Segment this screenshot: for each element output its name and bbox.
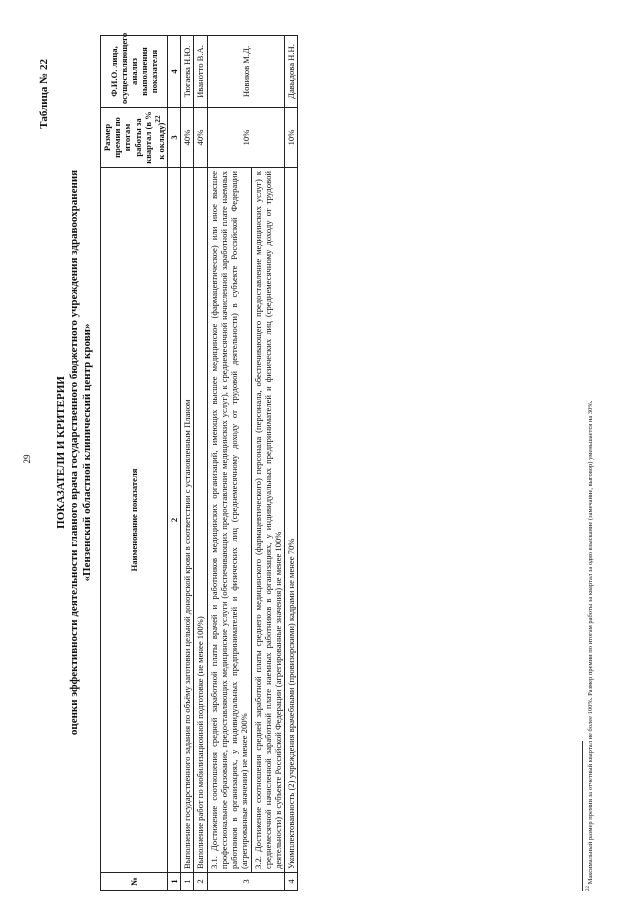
table-row — [207, 36, 251, 891]
row-number: 1 — [181, 873, 194, 891]
criteria-table — [100, 32, 298, 891]
header-bonus-text: Размер премии по итогам работы за квартал (в % к окладу) — [102, 111, 166, 164]
page-number: 29 — [22, 454, 32, 464]
bonus-value: 10% — [285, 108, 298, 168]
header-name: Наименование показателя — [101, 168, 168, 873]
bonus-value: 10% — [207, 108, 284, 168]
col-number-3: 3 — [168, 108, 181, 168]
header-person: Ф.И.О. лица, осуществляющего анализ выполнения показателя — [101, 36, 168, 108]
indicator-name-sub2: 3.2. Достижение соотношения средней заработной платы среднего медицинского (фармацевтического) персонала (персонала, обеспечивающего предоставление медицинских услуг) к среднемесячной начисленной заработной плате наемных работников в организациях, у индивидуальных предпринимателей и физических лиц (среднемесячному доходу от трудовой деятельности) в субъекте Российской Федерации (агрегированные значения) не менее 100% — [251, 168, 285, 873]
footnote-text: Максимальный размер премии за отчетный квартал не более 100%. Размер премии по итогам работы за квартал за одно взыскание (замечание, выговор) уменьшается на 30%. — [587, 400, 595, 885]
bonus-value: 40% — [181, 108, 194, 168]
indicator-name: Укомплектованность (2) учреждения врачебными (провизорскими) кадрами не менее 70% — [285, 168, 298, 873]
header-no: № — [101, 873, 168, 891]
row-number: 4 — [285, 873, 298, 891]
table-row — [181, 36, 194, 891]
responsible-person: Давыдова Н.Н. — [285, 36, 298, 108]
col-number-1: 1 — [168, 873, 181, 891]
table-row — [194, 36, 207, 891]
footnote-divider — [582, 741, 583, 891]
col-number-4: 4 — [168, 36, 181, 108]
title-line-2: оценки эффективности деятельности главного врача государственного бюджетного учреждения здравоохранения — [67, 169, 80, 736]
responsible-person: Иванотто В.А. — [194, 36, 207, 108]
indicator-name-sub1: 3.1. Достижение соотношения средней заработной платы врачей и работников медицинских организаций, имеющих высшее медицинское (фармацевтическое) или иное высшее профессиональное образование, предоставляющих медицинские услуги (обеспечивающих предоставление медицинских услуг), к среднемесячной начисленной заработной плате наемных работников в организациях, у индивидуальных предпринимателей и физических лиц (среднемесячному доходу от трудовой деятельности) в субъекте Российской Федерации (агрегированные значения) не менее 200% — [207, 168, 251, 873]
row-number: 3 — [207, 873, 284, 891]
footnote — [585, 21, 595, 891]
responsible-person: Тюгаева Н.Ю. — [181, 36, 194, 108]
header-row — [101, 36, 168, 891]
bonus-value: 40% — [194, 108, 207, 168]
indicator-name: Выполнение государственного задания по объёму заготовки цельной донорской крови в соответствии с установленным Планом — [181, 168, 194, 873]
title-line-3: «Пензенский областной клинический центр крови» — [80, 323, 93, 582]
col-number-2: 2 — [168, 168, 181, 873]
table-row — [285, 36, 298, 891]
row-number: 2 — [194, 873, 207, 891]
document-title — [55, 70, 93, 835]
indicator-name: Выполнение работ по мобилизационной подготовке (не менее 100%) — [194, 168, 207, 873]
column-number-row — [168, 36, 181, 891]
header-bonus-footnote-mark: 22 — [154, 115, 163, 123]
responsible-person: Новиков М.Д. — [207, 36, 284, 108]
title-line-1: ПОКАЗАТЕЛИ И КРИТЕРИИ — [55, 376, 67, 529]
table-label: Таблица № 22 — [38, 59, 50, 129]
header-bonus — [101, 108, 168, 168]
footnote-mark: 22 — [586, 886, 591, 891]
